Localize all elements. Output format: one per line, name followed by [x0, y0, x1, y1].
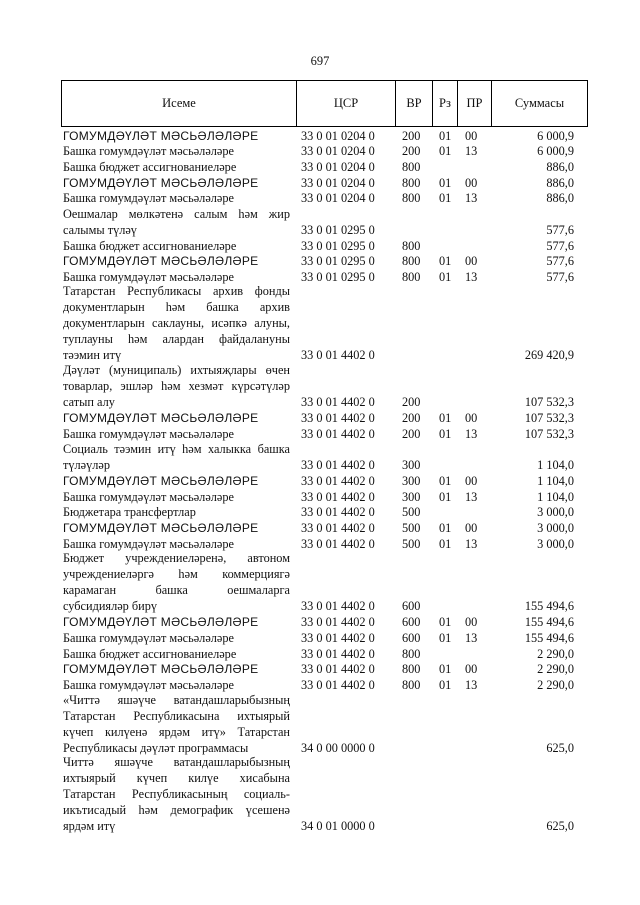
row-name: [63, 692, 290, 756]
row-sum: 155 494,6: [524, 615, 574, 630]
row-name-line: түләүләр: [63, 458, 111, 473]
row-name: [63, 175, 290, 191]
row-rz: 01: [439, 615, 452, 630]
row-vr: 800: [402, 160, 421, 175]
row-rz: 01: [439, 536, 452, 551]
header-rz: Рз: [433, 81, 458, 126]
row-vr: 500: [402, 505, 421, 520]
row-sum: 2 290,0: [537, 646, 574, 661]
row-name-line: субсидияләр бирү: [63, 599, 158, 614]
table-row: [0, 614, 640, 630]
row-vr: 800: [402, 662, 421, 677]
table-row: [0, 238, 640, 254]
row-pr: 00: [465, 254, 478, 269]
table-row: [0, 144, 640, 160]
row-csr: 33 0 01 4402 0: [301, 426, 375, 441]
row-pr: 00: [465, 662, 478, 677]
header-csr: ЦСР: [297, 81, 396, 126]
row-csr: 33 0 01 0204 0: [301, 160, 375, 175]
row-pr: 13: [465, 269, 478, 284]
table-row: [0, 552, 640, 615]
row-name-line: Башка гомумдәүләт мәсьәләләре: [63, 630, 234, 645]
table-row: [0, 677, 640, 693]
row-pr: 13: [465, 677, 478, 692]
row-sum: 577,6: [546, 222, 574, 237]
row-sum: 1 104,0: [537, 458, 574, 473]
row-sum: 2 290,0: [537, 677, 574, 692]
row-rz: 01: [439, 489, 452, 504]
row-name-line: документларын һәм башка архив: [63, 300, 290, 315]
row-vr: 200: [402, 411, 421, 426]
table-row: [0, 206, 640, 237]
row-vr: 800: [402, 175, 421, 190]
row-csr: 33 0 01 0295 0: [301, 222, 375, 237]
row-csr: 33 0 01 4402 0: [301, 615, 375, 630]
table-row: [0, 254, 640, 270]
row-name: [63, 362, 290, 410]
row-name-line: учреждениеләргә һәм коммерциягә: [63, 567, 290, 582]
row-name-line: карамаган башка оешмаларга: [63, 583, 290, 598]
row-name-line: Башка гомумдәүләт мәсьәләләре: [63, 426, 234, 441]
row-name: [63, 253, 290, 269]
row-csr: 33 0 01 4402 0: [301, 536, 375, 551]
row-name-line: Республикасы дәүләт программасы: [63, 740, 249, 755]
row-rz: 01: [439, 662, 452, 677]
row-name-line: ГОМУМДӘҮЛӘТ МӘСЬӘЛӘЛӘРЕ: [63, 128, 259, 143]
table-row: [0, 175, 640, 191]
row-vr: 800: [402, 238, 421, 253]
row-sum: 1 104,0: [537, 489, 574, 504]
row-name: [63, 614, 290, 630]
row-name-line: Социаль тәэмин итү һәм халыкка башка: [63, 442, 290, 457]
row-sum: 6 000,9: [537, 128, 574, 143]
row-vr: 300: [402, 458, 421, 473]
row-name-line: Башка гомумдәүләт мәсьәләләре: [63, 489, 234, 504]
row-pr: 13: [465, 191, 478, 206]
table-row: [0, 505, 640, 521]
row-vr: 200: [402, 144, 421, 159]
row-name-line: Татарстан Республикасына ихтыярый: [63, 708, 290, 723]
row-csr: 33 0 01 4402 0: [301, 599, 375, 614]
row-pr: 00: [465, 175, 478, 190]
row-vr: 800: [402, 269, 421, 284]
row-name: [63, 426, 290, 442]
row-pr: 13: [465, 426, 478, 441]
row-pr: 13: [465, 144, 478, 159]
row-csr: 33 0 01 4402 0: [301, 473, 375, 488]
row-name-line: товарлар, эшләр һәм хезмәт күрсәтүләр: [63, 379, 290, 394]
table-header: [61, 80, 588, 127]
row-name-line: ихтыярый күчеп килүе хисабына: [63, 771, 290, 786]
table-row: [0, 191, 640, 207]
row-sum: 1 104,0: [537, 473, 574, 488]
row-name: [63, 754, 290, 834]
row-vr: 200: [402, 426, 421, 441]
row-vr: 200: [402, 128, 421, 143]
row-pr: 00: [465, 615, 478, 630]
table-row: [0, 646, 640, 662]
row-rz: 01: [439, 677, 452, 692]
row-rz: 01: [439, 128, 452, 143]
row-name-line: ГОМУМДӘҮЛӘТ МӘСЬӘЛӘЛӘРЕ: [63, 662, 259, 677]
row-name: [63, 283, 290, 363]
row-name-line: тәэмин итү: [63, 348, 122, 363]
row-name-line: Бюджет учреждениеләренә, автоном: [63, 551, 290, 566]
row-csr: 33 0 01 0295 0: [301, 238, 375, 253]
table-row: [0, 489, 640, 505]
row-csr: 33 0 01 0295 0: [301, 269, 375, 284]
row-name-line: Дәүләт (муниципаль) ихтыяҗлары өчен: [63, 363, 290, 378]
table-row: [0, 159, 640, 175]
row-name: [63, 661, 290, 677]
row-csr: 33 0 01 4402 0: [301, 677, 375, 692]
row-pr: 00: [465, 411, 478, 426]
row-pr: 00: [465, 473, 478, 488]
row-name-line: Бюджетара трансфертлар: [63, 505, 196, 520]
header-sum: Суммасы: [514, 96, 565, 110]
row-csr: 33 0 01 0295 0: [301, 254, 375, 269]
table-row: [0, 442, 640, 473]
row-sum: 625,0: [546, 740, 574, 755]
table-row: [0, 426, 640, 442]
row-sum: 107 532,3: [524, 411, 574, 426]
row-vr: 600: [402, 630, 421, 645]
row-name-line: «Читтә яшәүче ватандашларыбызның: [63, 692, 290, 707]
row-vr: 300: [402, 473, 421, 488]
row-vr: 800: [402, 254, 421, 269]
row-name: [63, 550, 290, 614]
table-row: [0, 520, 640, 536]
row-rz: 01: [439, 269, 452, 284]
row-name: [63, 646, 290, 662]
header-name: Исеме: [62, 81, 297, 126]
row-name-line: Башка бюджет ассигнованиеләре: [63, 646, 237, 661]
row-name-line: Татарстан Республикасы архив фонды: [63, 284, 290, 299]
row-sum: 577,6: [546, 238, 574, 253]
row-name-line: ГОМУМДӘҮЛӘТ МӘСЬӘЛӘЛӘРЕ: [63, 411, 259, 426]
row-name: [63, 677, 290, 693]
row-name-line: ГОМУМДӘҮЛӘТ МӘСЬӘЛӘЛӘРЕ: [63, 521, 259, 535]
row-name: [63, 441, 290, 473]
row-name: [63, 128, 290, 144]
row-name-line: документларын саклауны, исәпкә алуны,: [63, 316, 290, 331]
row-name-line: Башка гомумдәүләт мәсьәләләре: [63, 677, 234, 692]
row-name-line: ГОМУМДӘҮЛӘТ МӘСЬӘЛӘЛӘРЕ: [63, 175, 259, 190]
row-csr: 33 0 01 4402 0: [301, 662, 375, 677]
table-row: [0, 756, 640, 835]
row-sum: 625,0: [546, 819, 574, 834]
row-sum: 6 000,9: [537, 144, 574, 159]
row-name: [63, 410, 290, 426]
row-sum: 3 000,0: [537, 521, 574, 535]
row-csr: 33 0 01 4402 0: [301, 411, 375, 426]
row-csr: 33 0 01 0204 0: [301, 191, 375, 206]
row-csr: 33 0 01 0204 0: [301, 144, 375, 159]
row-name: [63, 520, 290, 536]
row-csr: 33 0 01 4402 0: [301, 521, 375, 535]
row-rz: 01: [439, 426, 452, 441]
row-sum: 107 532,3: [524, 395, 574, 410]
row-rz: 01: [439, 521, 452, 535]
row-rz: 01: [439, 254, 452, 269]
row-name: [63, 159, 290, 175]
row-csr: 33 0 01 4402 0: [301, 348, 375, 363]
table-row: [0, 630, 640, 646]
row-name: [63, 504, 290, 520]
row-csr: 33 0 01 4402 0: [301, 630, 375, 645]
row-sum: 2 290,0: [537, 662, 574, 677]
row-name-line: сатып алу: [63, 395, 115, 410]
row-vr: 500: [402, 536, 421, 551]
row-csr: 33 0 01 0204 0: [301, 128, 375, 143]
table-row: [0, 536, 640, 552]
row-name-line: күчеп килүенә ярдәм итү» Татарстан: [63, 724, 290, 739]
row-vr: 800: [402, 677, 421, 692]
row-sum: 3 000,0: [537, 536, 574, 551]
row-name-line: Читтә яшәүче ватандашларыбызның: [63, 755, 290, 770]
row-rz: 01: [439, 175, 452, 190]
row-pr: 13: [465, 536, 478, 551]
row-pr: 13: [465, 630, 478, 645]
row-sum: 155 494,6: [524, 599, 574, 614]
row-name-line: Башка гомумдәүләт мәсьәләләре: [63, 144, 234, 159]
table-row: [0, 285, 640, 364]
row-csr: 33 0 01 0204 0: [301, 175, 375, 190]
row-name-line: ярдәм итү: [63, 819, 116, 834]
row-sum: 886,0: [546, 160, 574, 175]
row-sum: 886,0: [546, 175, 574, 190]
page-number: 697: [310, 54, 330, 68]
row-name: [63, 143, 290, 159]
row-name-line: Оешмалар мөлкәтенә салым һәм жир: [63, 206, 290, 221]
row-name-line: туплауны һәм алардан файдалануны: [63, 332, 290, 347]
table-row: [0, 410, 640, 426]
row-vr: 300: [402, 489, 421, 504]
row-sum: 107 532,3: [524, 426, 574, 441]
row-vr: 800: [402, 191, 421, 206]
table-row: [0, 128, 640, 144]
row-csr: 33 0 01 4402 0: [301, 458, 375, 473]
row-name-line: Башка гомумдәүләт мәсьәләләре: [63, 269, 234, 284]
row-csr: 33 0 01 4402 0: [301, 646, 375, 661]
row-name-line: Татарстан Республикасының социаль-: [63, 787, 290, 802]
row-name: [63, 473, 290, 489]
header-vr: ВР: [396, 81, 433, 126]
row-name-line: Башка гомумдәүләт мәсьәләләре: [63, 536, 234, 551]
row-name-line: ГОМУМДӘҮЛӘТ МӘСЬӘЛӘЛӘРЕ: [63, 254, 259, 269]
row-vr: 600: [402, 615, 421, 630]
header-pr: ПР: [458, 81, 492, 126]
row-name-line: ГОМУМДӘҮЛӘТ МӘСЬӘЛӘЛӘРЕ: [63, 473, 259, 488]
row-sum: 577,6: [546, 269, 574, 284]
row-sum: 577,6: [546, 254, 574, 269]
row-csr: 33 0 01 4402 0: [301, 489, 375, 504]
table-row: [0, 662, 640, 678]
row-name-line: икътисадый һәм демографик үсешенә: [63, 803, 290, 818]
row-rz: 01: [439, 144, 452, 159]
row-name: [63, 238, 290, 254]
row-name: [63, 190, 290, 206]
row-csr: 34 0 00 0000 0: [301, 740, 375, 755]
row-vr: 800: [402, 646, 421, 661]
row-csr: 33 0 01 4402 0: [301, 395, 375, 410]
table-body: [0, 128, 640, 834]
row-sum: 886,0: [546, 191, 574, 206]
row-name-line: Башка гомумдәүләт мәсьәләләре: [63, 191, 234, 206]
table-row: [0, 693, 640, 756]
row-name: [63, 536, 290, 552]
row-name: [63, 630, 290, 646]
row-name-line: Башка бюджет ассигнованиеләре: [63, 160, 237, 175]
row-vr: 500: [402, 521, 421, 535]
row-sum: 3 000,0: [537, 505, 574, 520]
row-rz: 01: [439, 411, 452, 426]
row-csr: 33 0 01 4402 0: [301, 505, 375, 520]
table-row: [0, 473, 640, 489]
row-pr: 13: [465, 489, 478, 504]
row-rz: 01: [439, 630, 452, 645]
row-name-line: салымы түләү: [63, 222, 137, 237]
row-name: [63, 206, 290, 238]
row-vr: 200: [402, 395, 421, 410]
row-name-line: Башка бюджет ассигнованиеләре: [63, 238, 237, 253]
row-name: [63, 489, 290, 505]
row-pr: 00: [465, 521, 478, 535]
row-vr: 600: [402, 599, 421, 614]
row-rz: 01: [439, 191, 452, 206]
table-row: [0, 363, 640, 410]
row-sum: 155 494,6: [524, 630, 574, 645]
row-pr: 00: [465, 128, 478, 143]
row-csr: 34 0 01 0000 0: [301, 819, 375, 834]
row-rz: 01: [439, 473, 452, 488]
row-sum: 269 420,9: [524, 348, 574, 363]
row-name-line: ГОМУМДӘҮЛӘТ МӘСЬӘЛӘЛӘРЕ: [63, 615, 259, 630]
